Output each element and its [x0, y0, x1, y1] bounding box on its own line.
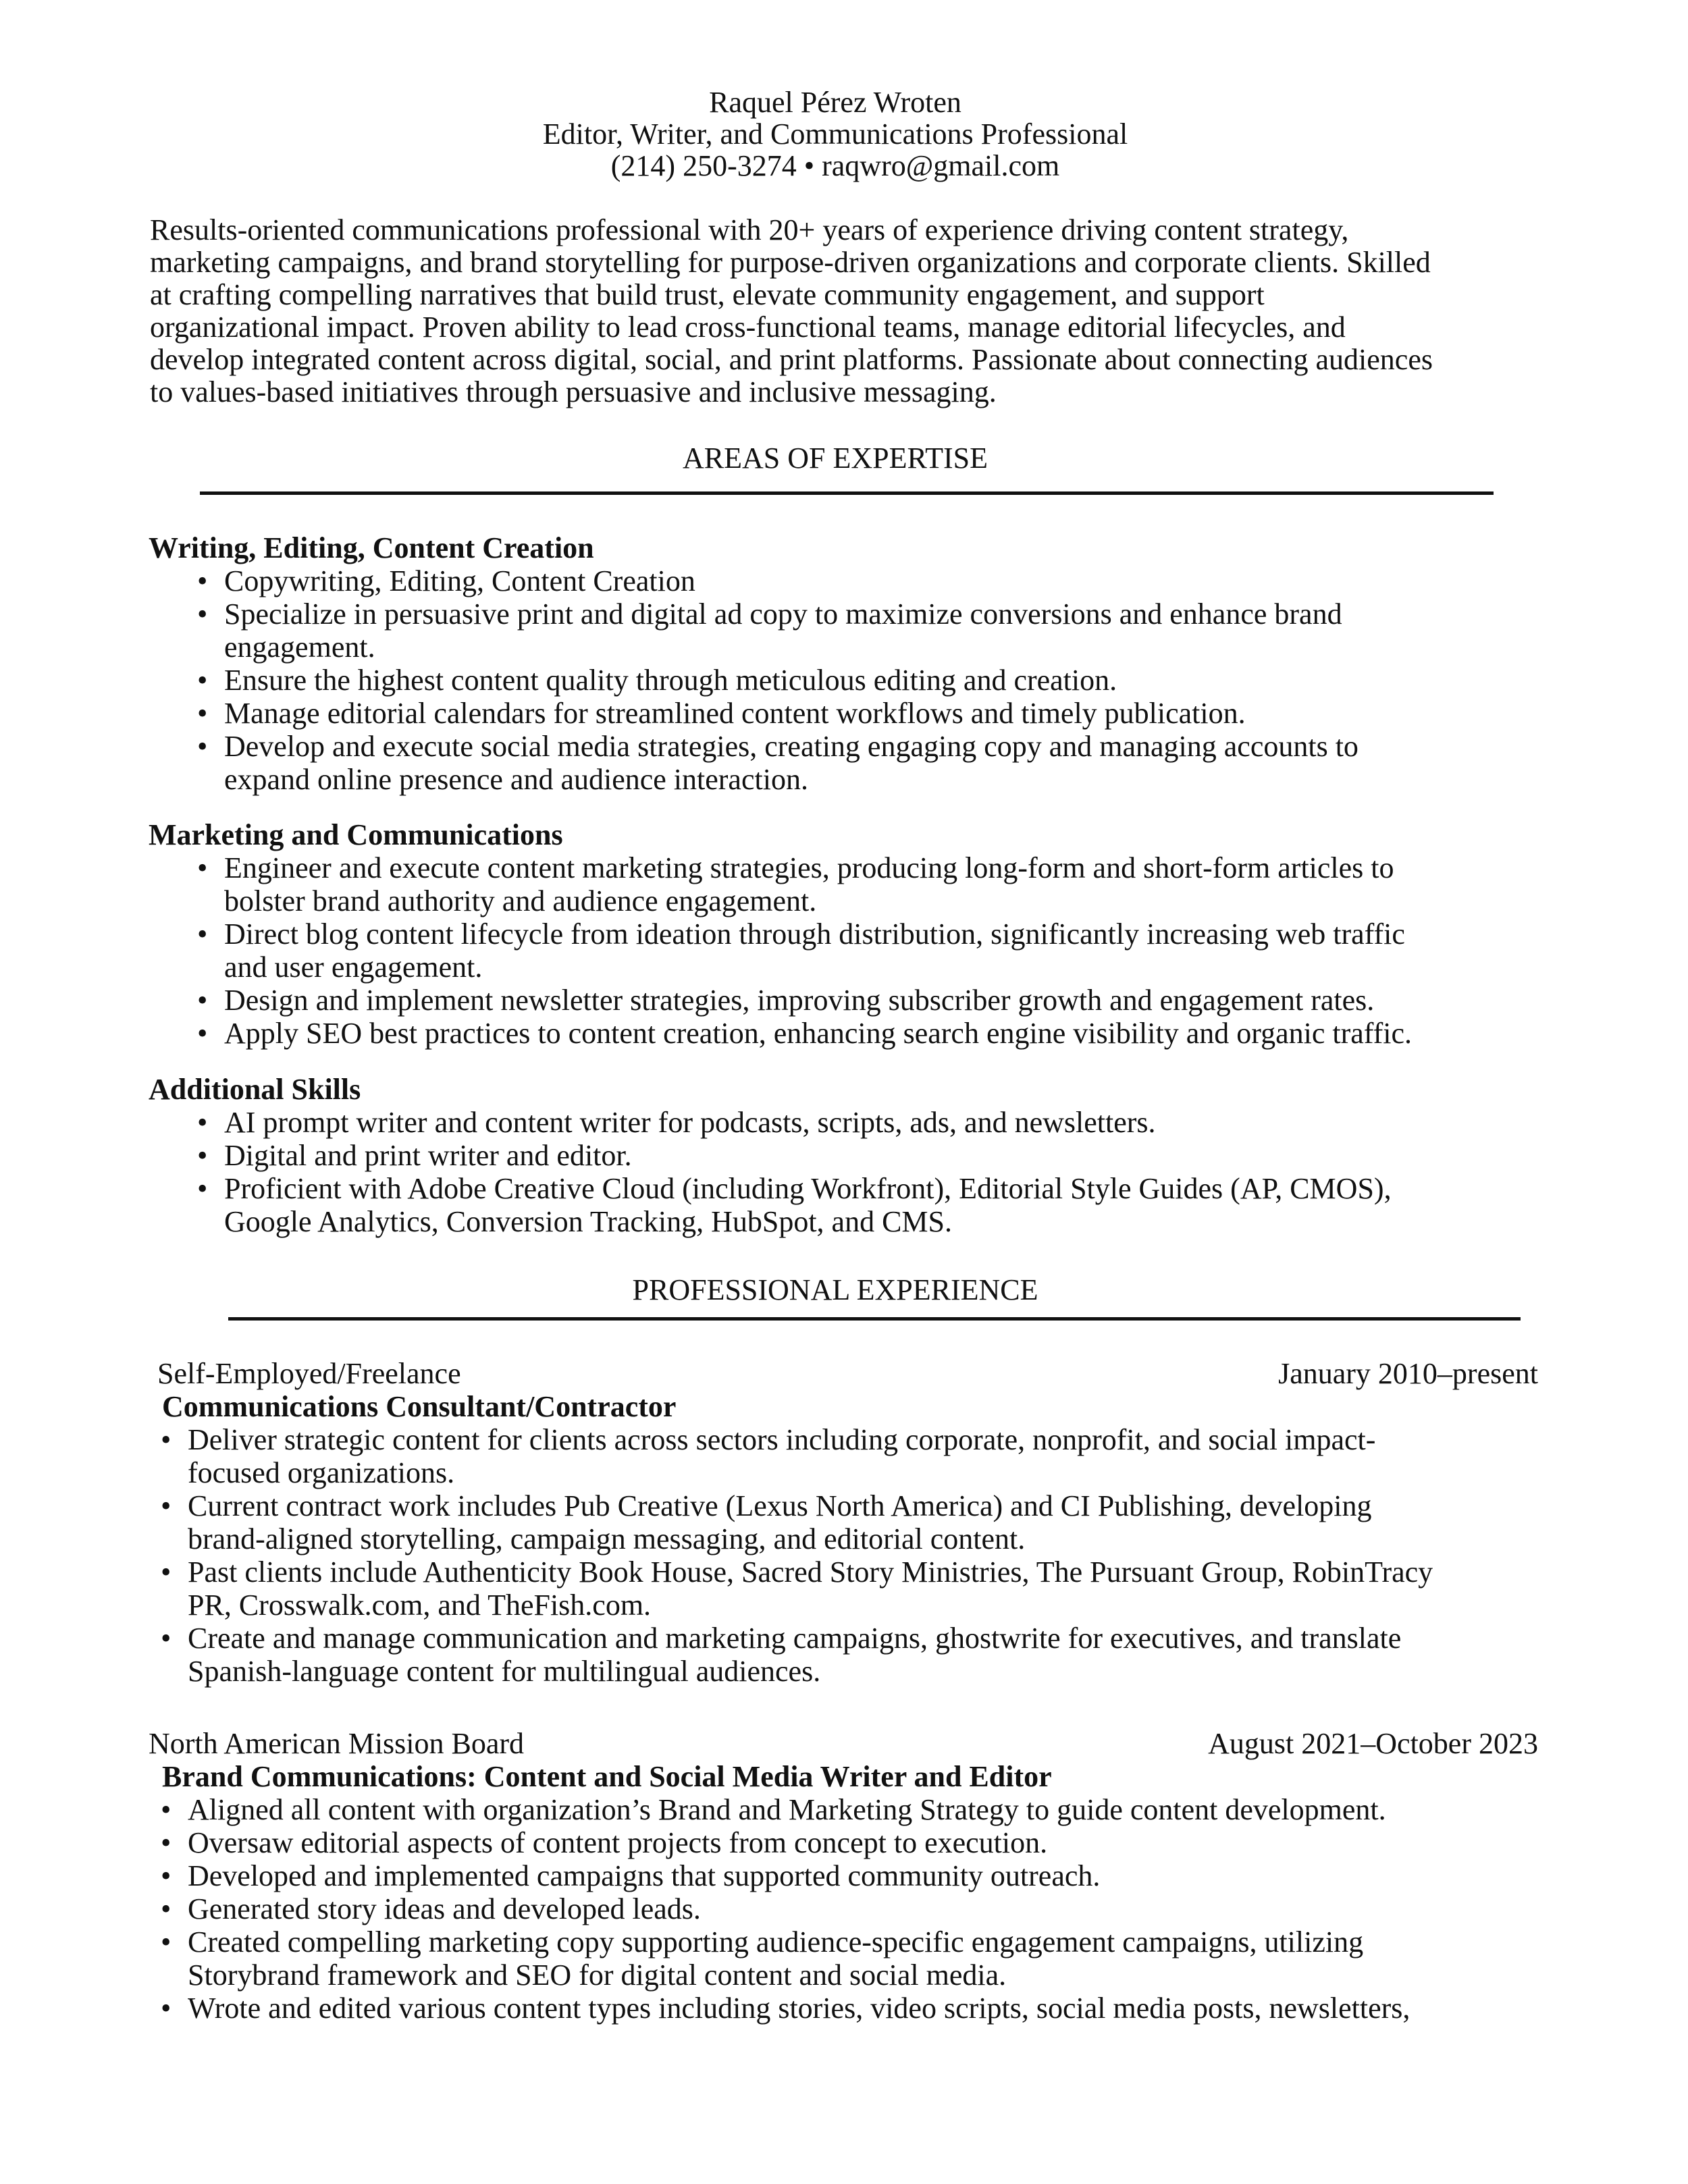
expertise-list — [197, 1106, 1541, 1238]
expertise-group-heading: Additional Skills — [149, 1073, 361, 1106]
job-responsibilities — [161, 1423, 1538, 1688]
section-divider — [200, 491, 1494, 495]
list-item: • Specialize in persuasive print and digital ad copy to maximize conversions and enhance brand engagement. — [197, 597, 1342, 664]
list-item: • Direct blog content lifecycle from ideation through distribution, significantly increasing web traffic and user engagement. — [197, 917, 1405, 984]
bullet-icon: • — [197, 730, 208, 763]
bullet-icon: • — [161, 1622, 172, 1655]
job-dates: August 2021–October 2023 — [1208, 1727, 1538, 1760]
bullet-icon: • — [161, 1555, 172, 1589]
list-item: • Apply SEO best practices to content creation, enhancing search engine visibility and organic traffic. — [197, 1017, 1413, 1050]
list-item: • Engineer and execute content marketing strategies, producing long-form and short-form articles to bolster brand authority and audience engagement. — [197, 851, 1394, 917]
summary-line: at crafting compelling narratives that build trust, elevate community engagement, and support — [150, 278, 1265, 311]
bullet-icon: • — [161, 1489, 172, 1522]
bullet-icon: • — [161, 1892, 172, 1925]
summary-line: to values-based initiatives through persuasive and inclusive messaging. — [150, 375, 997, 408]
expertise-list — [197, 564, 1541, 796]
bullet-icon: • — [197, 984, 208, 1017]
list-item: • Current contract work includes Pub Creative (Lexus North America) and CI Publishing, developing brand-aligned storytelling, campaign messaging, and editorial content. — [161, 1489, 1372, 1555]
list-item: • Digital and print writer and editor. — [197, 1139, 632, 1172]
summary-line: develop integrated content across digital, social, and print platforms. Passionate about connecting audiences — [150, 343, 1433, 376]
bullet-icon: • — [197, 597, 208, 631]
bullet-icon: • — [197, 1106, 208, 1139]
job-title: Brand Communications: Content and Social Media Writer and Editor — [162, 1760, 1052, 1793]
bullet-icon: • — [161, 1826, 172, 1859]
list-item: • Generated story ideas and developed leads. — [161, 1892, 701, 1925]
bullet-icon: • — [161, 1423, 172, 1456]
summary-line: Results-oriented communications professional with 20+ years of experience driving content strategy, — [150, 213, 1349, 246]
bullet-icon: • — [197, 1017, 208, 1050]
list-item: • Aligned all content with organization’s Brand and Marketing Strategy to guide content development. — [161, 1793, 1386, 1826]
bullet-icon: • — [197, 917, 208, 951]
expertise-list — [197, 851, 1541, 1050]
summary-line: marketing campaigns, and brand storytelling for purpose-driven organizations and corporate clients. Skilled — [150, 246, 1431, 279]
summary-line: organizational impact. Proven ability to lead cross-functional teams, manage editorial lifecycles, and — [150, 311, 1346, 344]
resume-header — [0, 86, 1670, 182]
bullet-icon: • — [197, 1172, 208, 1205]
list-item: • Developed and implemented campaigns that supported community outreach. — [161, 1859, 1101, 1892]
list-item: • Proficient with Adobe Creative Cloud (including Workfront), Editorial Style Guides (AP, CMOS), Google Analytics, Conversion Tracking, HubSpot, and CMS. — [197, 1172, 1392, 1238]
list-item: • Design and implement newsletter strategies, improving subscriber growth and engagement rates. — [197, 984, 1375, 1017]
list-item: • Develop and execute social media strategies, creating engaging copy and managing accounts to expand online presence and audience interaction. — [197, 730, 1359, 796]
bullet-icon: • — [197, 697, 208, 730]
bullet-icon: • — [197, 664, 208, 697]
list-item: • Copywriting, Editing, Content Creation — [197, 564, 695, 597]
list-item: • Deliver strategic content for clients across sectors including corporate, nonprofit, and social impact- focused organizations. — [161, 1423, 1376, 1489]
expertise-group-heading: Marketing and Communications — [149, 818, 563, 851]
list-item: • Past clients include Authenticity Book House, Sacred Story Ministries, The Pursuant Group, RobinTracy PR, Crosswalk.com, and TheFish.com. — [161, 1555, 1433, 1622]
contact-line: (214) 250-3274 • raqwro@gmail.com — [610, 149, 1060, 182]
list-item: • Oversaw editorial aspects of content projects from concept to execution. — [161, 1826, 1048, 1859]
expertise-group-heading: Writing, Editing, Content Creation — [149, 531, 594, 564]
bullet-icon: • — [197, 851, 208, 884]
bullet-icon: • — [197, 564, 208, 597]
list-item: • Created compelling marketing copy supporting audience-specific engagement campaigns, utilizing Storybrand framework and SEO for digital content and social media. — [161, 1925, 1364, 1992]
candidate-name: Raquel Pérez Wroten — [709, 86, 961, 119]
bullet-icon: • — [197, 1139, 208, 1172]
bullet-icon: • — [161, 1859, 172, 1892]
bullet-icon: • — [161, 1793, 172, 1826]
list-item: • Manage editorial calendars for streamlined content workflows and timely publication. — [197, 697, 1246, 730]
list-item: • Wrote and edited various content types including stories, video scripts, social media posts, newsletters, — [161, 1992, 1410, 2025]
section-divider — [228, 1317, 1521, 1321]
job-dates: January 2010–present — [1278, 1357, 1538, 1390]
bullet-icon: • — [161, 1992, 172, 2025]
candidate-tagline: Editor, Writer, and Communications Professional — [542, 117, 1128, 151]
job-title: Communications Consultant/Contractor — [162, 1390, 677, 1423]
list-item: • Create and manage communication and marketing campaigns, ghostwrite for executives, and translate Spanish-language content for multilingual audiences. — [161, 1622, 1402, 1688]
bullet-icon: • — [161, 1925, 172, 1959]
job-responsibilities — [161, 1793, 1538, 2025]
section-title-experience: PROFESSIONAL EXPERIENCE — [632, 1273, 1038, 1306]
professional-summary — [150, 214, 1568, 408]
job-organization: Self-Employed/Freelance — [157, 1357, 461, 1390]
job-organization: North American Mission Board — [149, 1727, 525, 1760]
section-title-expertise: AREAS OF EXPERTISE — [682, 442, 988, 475]
list-item: • AI prompt writer and content writer for podcasts, scripts, ads, and newsletters. — [197, 1106, 1156, 1139]
list-item: • Ensure the highest content quality through meticulous editing and creation. — [197, 664, 1117, 697]
